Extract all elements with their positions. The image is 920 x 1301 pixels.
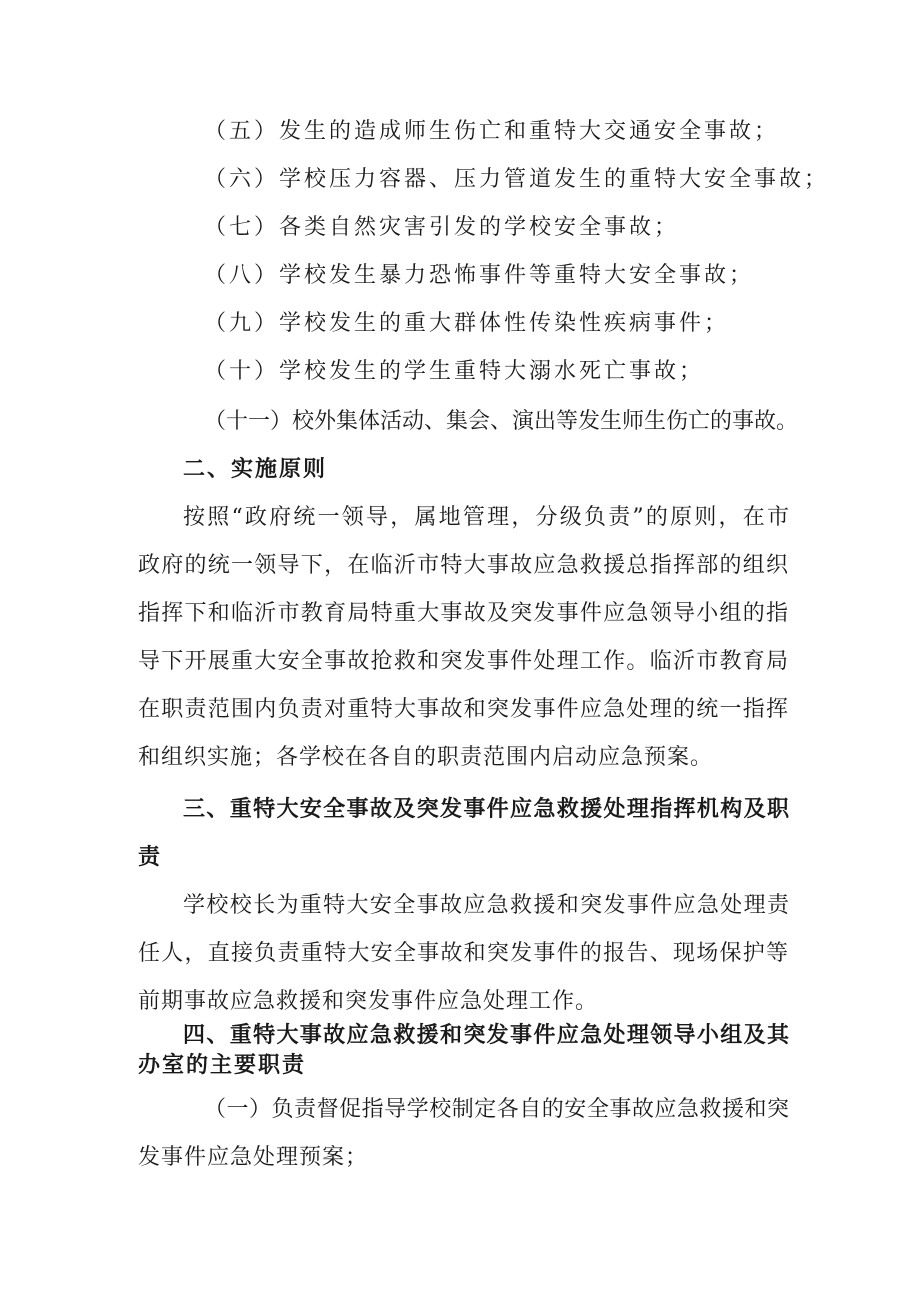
list-item: （六）学校压力容器、压力管道发生的重特大安全事故； [204, 167, 830, 192]
paragraph-line: 在职责范围内负责对重特大事故和突发事件应急处理的统一指挥 [138, 697, 788, 722]
list-item: （七）各类自然灾害引发的学校安全事故； [204, 215, 680, 240]
list-item: （十）学校发生的学生重特大溺水死亡事故； [204, 359, 705, 384]
paragraph-line: 指挥下和临沂市教育局特重大事故及突发事件应急领导小组的指 [138, 601, 788, 626]
section-heading-3: 三、重特大安全事故及突发事件应急救援处理指挥机构及职 [183, 797, 789, 822]
list-item: （九）学校发生的重大群体性传染性疾病事件； [204, 311, 730, 336]
paragraph-line: 任人，直接负责重特大安全事故和突发事件的报告、现场保护等 [138, 941, 788, 966]
paragraph-line: 导下开展重大安全事故抢救和突发事件处理工作。临沂市教育局 [138, 649, 788, 674]
paragraph-line: （一）负责督促指导学校制定各自的安全事故应急救援和突 [204, 1097, 789, 1122]
list-item: （十一）校外集体活动、集会、演出等发生师生伤亡的事故。 [204, 409, 799, 434]
paragraph-line: 政府的统一领导下，在临沂市特大事故应急救援总指挥部的组织 [138, 553, 788, 578]
section-heading-2: 二、实施原则 [183, 457, 328, 482]
paragraph-line: 学校校长为重特大安全事故应急救援和突发事件应急处理责 [183, 893, 789, 918]
section-heading-3-cont: 责 [138, 845, 163, 870]
paragraph-line: 前期事故应急救援和突发事件应急处理工作。 [138, 989, 599, 1014]
section-heading-4: 四、重特大事故应急救援和突发事件应急处理领导小组及其 [183, 1023, 789, 1048]
paragraph-line: 和组织实施；各学校在各自的职责范围内启动应急预案。 [138, 745, 714, 770]
paragraph-line: 发事件应急处理预案； [138, 1145, 369, 1170]
section-heading-4-cont: 办室的主要职责 [138, 1053, 307, 1078]
paragraph-line: 按照“政府统一领导，属地管理，分级负责”的原则，在市 [183, 505, 789, 530]
list-item: （八）学校发生暴力恐怖事件等重特大安全事故； [204, 263, 755, 288]
list-item: （五）发生的造成师生伤亡和重特大交通安全事故； [204, 119, 780, 144]
